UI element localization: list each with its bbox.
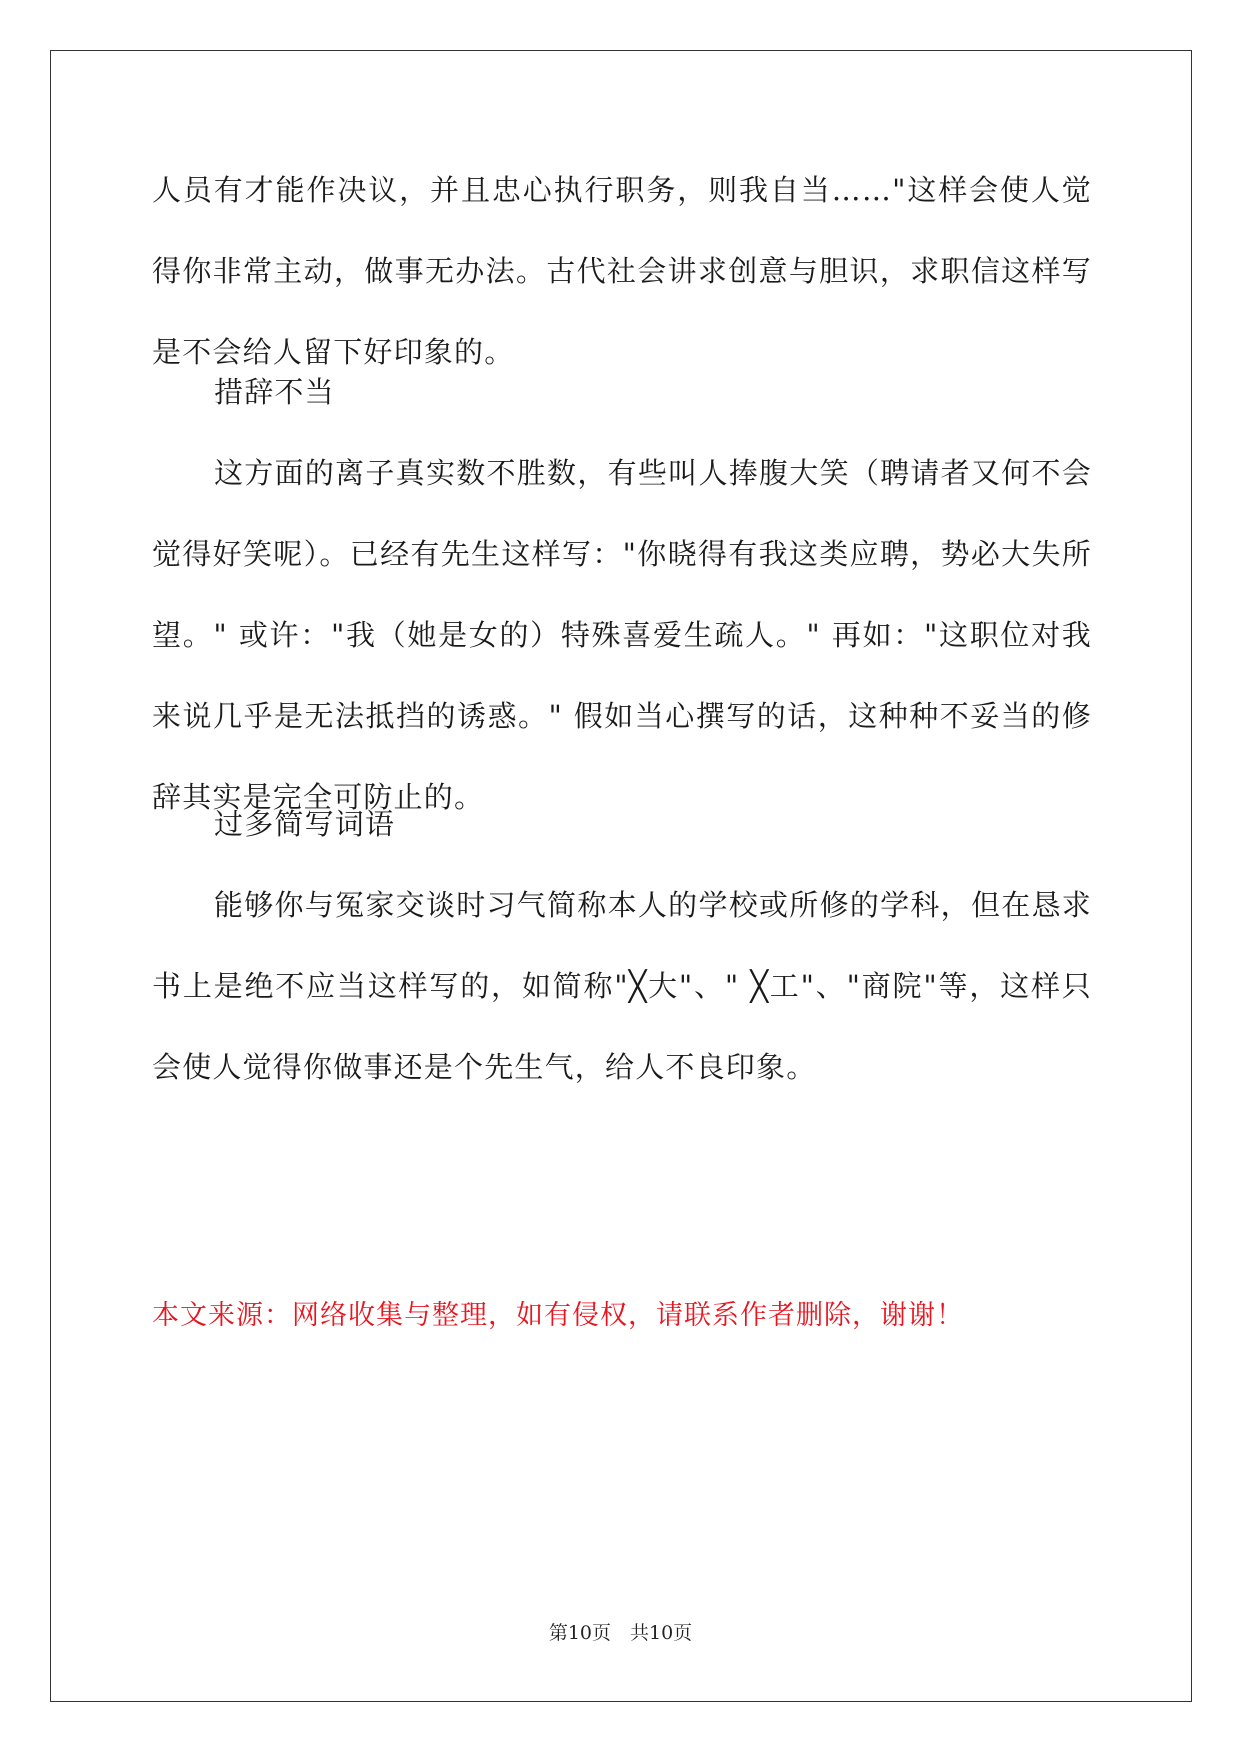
paragraph-1: 人员有才能作决议，并且忠心执行职务，则我自当……"这样会使人觉得你非常主动，做事无办法。古代社会讲求创意与胆识，求职信这样写是不会给人留下好印象的。: [152, 173, 1092, 369]
heading-improper-wording: 措辞不当: [214, 375, 335, 409]
paragraph-2: 这方面的离子真实数不胜数，有些叫人捧腹大笑（聘请者又何不会觉得好笑呢）。已经有先生这样写："你晓得有我这类应聘，势必大失所望。" 或许："我（她是女的）特殊喜爱生疏人。" 再如："这职位对我来说几乎是无法抵挡的诱惑。" 假如当心撰写的话，这种种不妥当的修辞其实是完全可防止的。: [152, 456, 1092, 814]
paragraph-3: 能够你与冤家交谈时习气简称本人的学校或所修的学科，但在恳求书上是绝不应当这样写的，如简称"╳大"、" ╳工"、"商院"等，这样只会使人觉得你做事还是个先生气，给人不良印象。: [152, 888, 1092, 1084]
source-note: 本文来源：网络收集与整理，如有侵权，请联系作者删除，谢谢！: [152, 1300, 964, 1331]
heading-excessive-abbreviations: 过多简写词语: [214, 807, 396, 841]
page-footer: 第10页 共10页: [548, 1622, 693, 1644]
